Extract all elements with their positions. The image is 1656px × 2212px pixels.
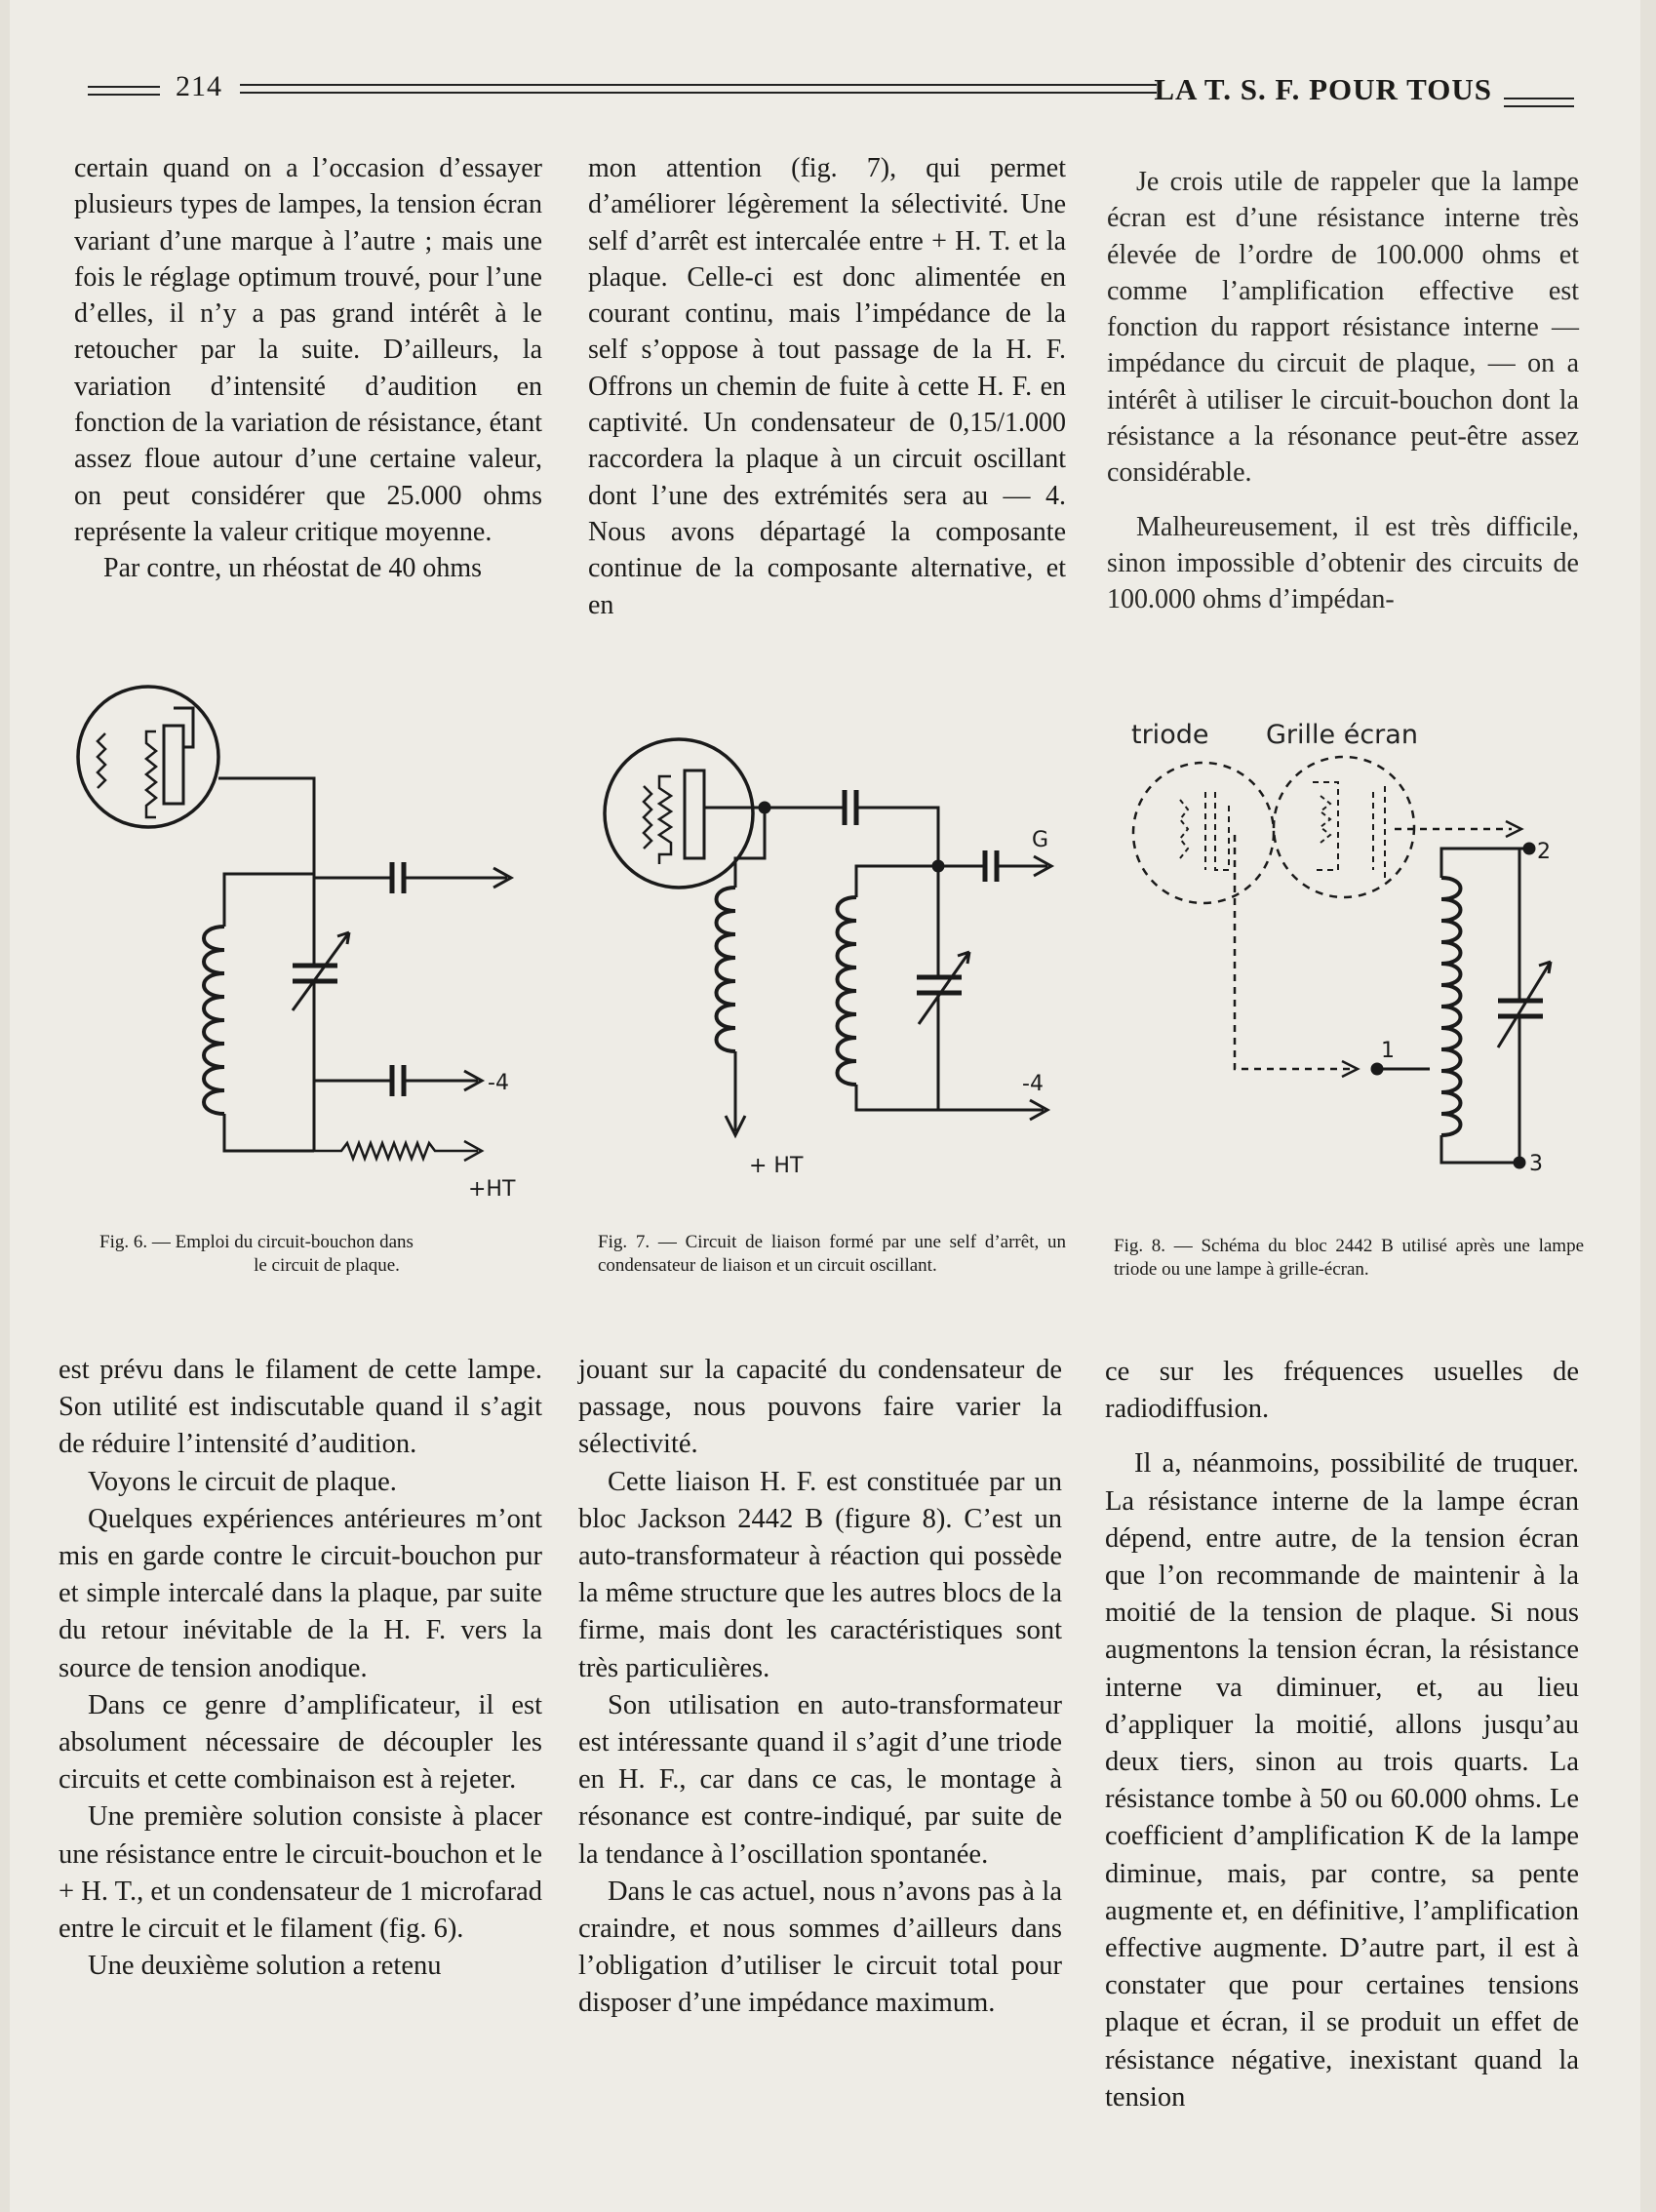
paragraph: ce sur les fréquences usuelles de radiodiffusion. [1105, 1357, 1579, 1425]
triode-tube [1133, 763, 1274, 903]
autotransformer-coil [1441, 878, 1461, 1135]
label-minus4: -4 [1022, 1072, 1044, 1096]
top-column-2 [588, 150, 1066, 623]
paragraph: Par contre, un rhéostat de 40 ohms [103, 553, 483, 584]
paragraph: jouant sur la capacité du condensateur de passage, nous pouvons faire varier la sélectivité. [578, 1355, 1062, 1460]
label-minus4: -4 [488, 1071, 509, 1095]
variable-capacitor [917, 977, 962, 993]
paragraph: Voyons le circuit de plaque. [88, 1466, 397, 1497]
paragraph: Je crois utile de rappeler que la lampe écran est d’une résistance interne très élevée de l’ordre de 100.000 ohms et comme l’amplification effective est fonction du rapport résistance interne — impédance du circuit de plaque, — on a intérêt à utiliser le circuit-bouchon dont la résistance a la résonance peut-être assez considérable. [1107, 167, 1579, 489]
bottom-column-1 [59, 1352, 542, 1985]
ht-arrow [726, 1051, 745, 1135]
figure-8-caption: Fig. 8. — Schéma du bloc 2442 B utilisé après une lampe triode ou une lampe à grille-écran. [1114, 1236, 1584, 1280]
figure-6-caption [99, 1231, 554, 1278]
resistor [314, 1141, 482, 1161]
paragraph: Malheureusement, il est très difficile, sinon impossible d’obtenir des circuits de 100.000 ohms d’impédan- [1107, 511, 1579, 615]
coupling-capacitor [392, 862, 404, 893]
label-ht: + HT [749, 1154, 804, 1178]
paragraph: Quelques expériences antérieures m’ont mis en garde contre le circuit-bouchon pur et simple intercalé dans la plaque, par suite du retour inévitable de la H. F. vers la source de tension anodique. [59, 1503, 542, 1683]
paragraph: Dans le cas actuel, nous n’avons pas à la craindre, et nous sommes d’ailleurs dans l’obligation d’utiliser le circuit total pour disposer d’une impédance maximum. [578, 1876, 1062, 2019]
label-ht: +HT [468, 1177, 516, 1202]
grid-zigzag [146, 731, 156, 817]
decoupling-capacitor [392, 1065, 404, 1096]
page-number: 214 [176, 70, 222, 102]
filament-zigzag [98, 733, 105, 788]
plate [164, 726, 183, 804]
journal-title: LA T. S. F. POUR TOUS [1154, 72, 1492, 106]
plate-wire [218, 778, 314, 874]
label-g: G [1032, 828, 1049, 852]
paragraph: Une première solution consiste à placer une résistance entre le circuit-bouchon et le + H. T., et un condensateur de 1 microfarad entre le circuit et le filament (fig. 6). [59, 1801, 542, 1945]
label-point-2: 2 [1537, 840, 1551, 864]
header-rule-right [1504, 98, 1574, 107]
screen-grid-tube [1274, 757, 1414, 897]
figure-7-schematic [595, 722, 1083, 1190]
figure-8-schematic [1112, 714, 1619, 1192]
caption-line: le circuit de plaque. [254, 1255, 400, 1276]
paragraph: est prévu dans le filament de cette lampe. Son utilité est indiscutable quand il s’agit de réduire l’intensité d’audition. [59, 1355, 542, 1460]
paragraph: mon attention (fig. 7), qui permet d’améliorer légèrement la sélectivité. Une self d’arrêt est intercalée entre + H. T. et la plaque. Celle-ci est donc alimentée en courant continu, mais l’impédance de la self s’oppose à tout passage de la H. F. Offrons un chemin de fuite à cette H. F. en captivité. Un condensateur de 0,15/1.000 raccordera la plaque à un circuit oscillant dont l’une des extrémités sera au — 4. Nous avons départagé la composante continue de la composante alternative, et en [588, 153, 1066, 620]
top-column-3 [1107, 164, 1579, 618]
label-point-1: 1 [1381, 1039, 1395, 1063]
header-rule-left [88, 86, 160, 96]
minus4-arrow [406, 1071, 482, 1090]
output-arrow [406, 868, 511, 888]
paragraph: Une deuxième solution a retenu [88, 1951, 442, 1982]
grid-arrow [999, 856, 1051, 876]
top-column-1 [74, 150, 542, 587]
minus4-arrow [938, 1100, 1047, 1120]
paragraph: Cette liaison H. F. est constituée par un bloc Jackson 2442 B (figure 8). C’est un auto-transformateur à réaction qui possède la même structure que les autres blocs de la firme, mais dont les caractéristiques sont très particulières. [578, 1466, 1062, 1683]
label-grille-ecran: Grille écran [1266, 720, 1418, 750]
bottom-column-3 [1105, 1354, 1579, 2116]
paragraph: certain quand on a l’occasion d’essayer plusieurs types de lampes, la tension écran variant d’une marque à l’autre ; mais une fois le réglage optimum trouvé, pour l’une d’elles, il n’y a pas grand intérêt à le retoucher par la suite. D’ailleurs, la variation d’intensité d’audition en fonction de la variation de résistance, étant assez floue autour d’une certaine valeur, on peut considérer que 25.000 ohms représente la valeur critique moyenne. [74, 153, 542, 547]
tube-envelope [605, 739, 753, 888]
figure-6-schematic [59, 683, 566, 1209]
bottom-column-2 [578, 1352, 1062, 2023]
grid-capacitor [985, 850, 997, 882]
choke-coil [717, 888, 736, 1051]
caption-line: Fig. 6. — Emploi du circuit-bouchon dans [99, 1232, 414, 1252]
figure-7-caption: Fig. 7. — Circuit de liaison formé par une self d’arrêt, un condensateur de liaison et un circuit oscillant. [598, 1232, 1066, 1276]
magazine-page [10, 0, 1640, 2212]
plate-coil [204, 927, 224, 1114]
tank-coil [838, 897, 857, 1085]
coupling-capacitor [845, 790, 856, 825]
paragraph: Son utilisation en auto-transformateur est intéressante quand il s’agit d’une triode en H. F., car dans ce cas, le montage à résonance est contre-indiqué, par suite de la tendance à l’oscillation spontanée. [578, 1689, 1062, 1870]
label-point-3: 3 [1529, 1152, 1543, 1176]
label-triode: triode [1131, 720, 1209, 750]
paragraph: Dans ce genre d’amplificateur, il est absolument nécessaire de découpler les circuits et cette combinaison est à rejeter. [59, 1689, 542, 1796]
header-rule-center [240, 84, 1157, 94]
page-header [88, 70, 1580, 119]
paragraph: Il a, néanmoins, possibilité de truquer. La résistance interne de la lampe écran dépend, entre autre, de la tension écran que l’on recommande de maintenir à la moitié de la tension de plaque. Si nous augmentons la tension écran, la résistance interne va diminuer, et, au lieu d’appliquer la moitié, allons jusqu’au deux tiers, sinon au trois quarts. La résistance tombe à 50 ou 60.000 ohms. Le coefficient d’amplification K de la lampe diminue, mais, par contre, sa pente augmente et, en définitive, l’amplification effective augmente. D’autre part, il est à constater que pour certaines tensions plaque et écran, il se produit un effet de résistance négative, inexistant quand la tension [1105, 1448, 1579, 2113]
